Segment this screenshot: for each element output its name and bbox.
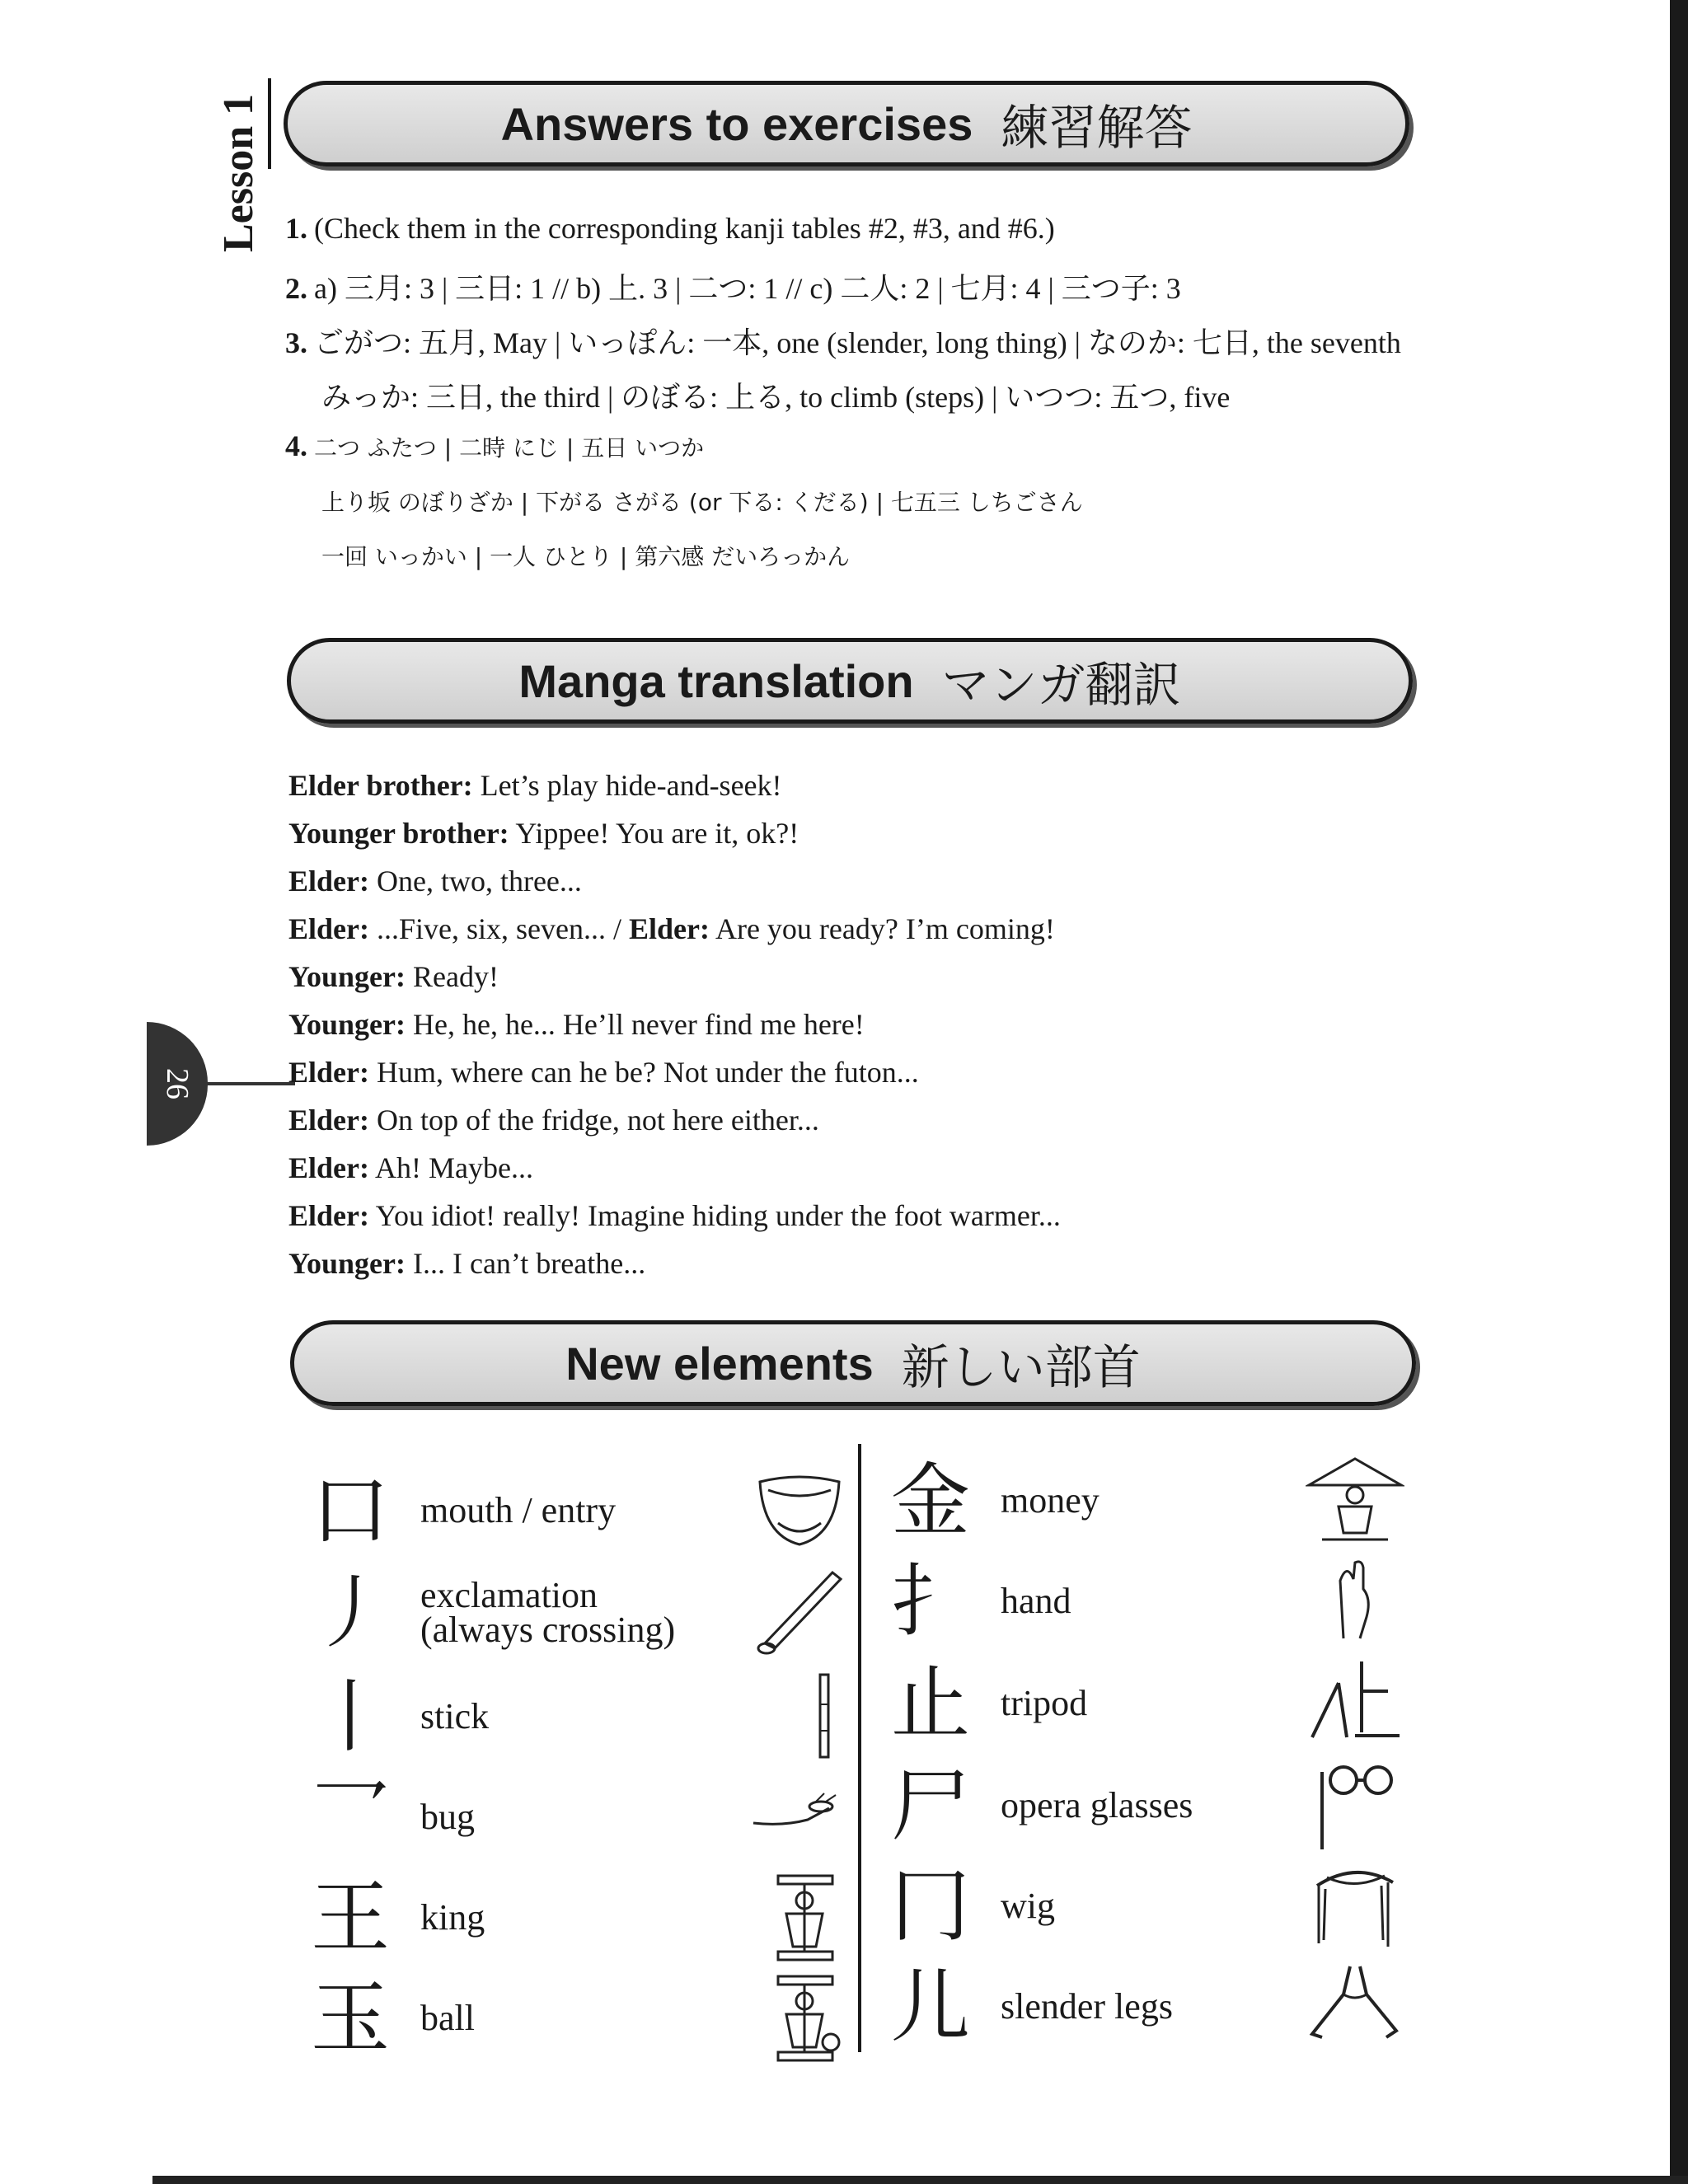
- page-number-rule: [206, 1082, 295, 1085]
- element-row-stick: [305, 1671, 865, 1762]
- elements-title-jp: 新しい部首: [901, 1339, 1141, 1395]
- answer-4-cont-2: [321, 537, 850, 572]
- element-row-tripod: [885, 1658, 1446, 1749]
- manga-banner: [287, 638, 1413, 724]
- element-meaning: tripod: [1001, 1683, 1088, 1723]
- answer-number: 4.: [285, 429, 307, 462]
- page-number: 26: [160, 1068, 195, 1099]
- ball-illustration: [750, 1973, 849, 2064]
- dialogue-speaker: Younger:: [288, 960, 406, 993]
- dialogue-text: Are you ready? I’m coming!: [715, 912, 1055, 945]
- answer-1: [285, 211, 1055, 246]
- answer-4-cont-1: [321, 483, 1083, 518]
- element-row-mouth: [305, 1465, 865, 1556]
- dialogue-speaker: Younger:: [288, 1247, 406, 1280]
- element-row-slender-legs: [885, 1961, 1446, 2052]
- dialogue-speaker: Elder:: [288, 1104, 369, 1137]
- dialogue-line: [288, 1007, 865, 1042]
- element-glyph: 口: [311, 1465, 390, 1557]
- element-meaning: wig: [1001, 1886, 1055, 1926]
- element-glyph: 乛: [311, 1771, 390, 1863]
- element-row-hand: [885, 1556, 1446, 1647]
- answer-3: [285, 320, 1401, 362]
- dialogue-line: [288, 768, 782, 803]
- page-bottom-edge: [152, 2176, 1688, 2184]
- dialogue-line: [288, 864, 582, 898]
- dialogue-speaker: Younger:: [288, 1008, 406, 1041]
- dialogue-line: [288, 1055, 919, 1090]
- dialogue-text: You idiot! really! Imagine hiding under the foot warmer...: [375, 1199, 1061, 1232]
- manga-title-jp: マンガ翻訳: [941, 657, 1181, 713]
- opera-glasses-illustration: [1306, 1760, 1404, 1851]
- dialogue-speaker: Elder:: [288, 912, 369, 945]
- tripod-illustration: [1306, 1658, 1404, 1749]
- dialogue-text: Ready!: [413, 960, 499, 993]
- dialogue-line: [288, 816, 799, 851]
- answer-text: みっか: 三日, the third | のぼる: 上る, to climb (steps) | いつつ: 五つ, five: [321, 381, 1231, 414]
- element-meaning: money: [1001, 1480, 1100, 1521]
- answers-banner: [284, 81, 1409, 166]
- dialogue-text: Let’s play hide-and-seek!: [480, 769, 782, 802]
- dialogue-speaker: Elder:: [288, 1151, 369, 1184]
- element-meaning: hand: [1001, 1581, 1071, 1621]
- element-meaning: mouth / entry: [420, 1490, 617, 1530]
- answer-text: 二つ ふたつ | 二時 にじ | 五日 いつか: [314, 434, 705, 462]
- element-glyph: 止: [891, 1657, 970, 1750]
- element-glyph: 丿: [311, 1567, 390, 1659]
- legs-illustration: [1306, 1961, 1404, 2052]
- stick-illustration: [750, 1671, 849, 1762]
- dialogue-text: I... I can’t breathe...: [413, 1247, 646, 1280]
- elements-title: New elements: [565, 1337, 874, 1390]
- element-row-wig: [885, 1861, 1446, 1952]
- elements-banner: [290, 1320, 1416, 1406]
- answer-text: ごがつ: 五月, May | いっぽん: 一本, one (slender, long thing) | なのか: 七日, the seventh: [314, 326, 1401, 359]
- element-row-king: [305, 1872, 865, 1963]
- hand-illustration: [1306, 1556, 1404, 1647]
- manga-title: Manga translation: [518, 654, 914, 707]
- dialogue-text: On top of the fridge, not here either...: [376, 1104, 819, 1137]
- element-row-bug: [305, 1772, 865, 1863]
- element-glyph: 玉: [311, 1972, 390, 2064]
- answer-text: a) 三月: 3 | 三日: 1 // b) 上. 3 | 二つ: 1 // c) 二人: 2 | 七月: 4 | 三つ子: 3: [314, 272, 1181, 305]
- answer-2: [285, 265, 1181, 307]
- element-glyph: 王: [311, 1872, 390, 1964]
- element-row-opera-glasses: [885, 1760, 1446, 1851]
- dialogue-speaker: Elder brother:: [288, 769, 473, 802]
- answer-number: 1.: [285, 212, 307, 245]
- money-illustration: [1306, 1455, 1404, 1546]
- answer-number: 2.: [285, 272, 307, 305]
- dialogue-text: Yippee! You are it, ok?!: [515, 817, 799, 850]
- dialogue-speaker: Younger brother:: [288, 817, 509, 850]
- answer-text: 上り坂 のぼりざか | 下がる さがる (or 下る: くだる) | 七五三 しちごさん: [321, 489, 1083, 516]
- dialogue-line: [288, 1151, 533, 1185]
- dialogue-line: [288, 959, 499, 994]
- dialogue-speaker: Elder:: [288, 865, 369, 898]
- answer-text: (Check them in the corresponding kanji tables #2, #3, and #6.): [314, 212, 1055, 245]
- element-glyph: 尸: [891, 1760, 970, 1852]
- lesson-tab: [210, 87, 268, 260]
- answer-number: 3.: [285, 326, 307, 359]
- dialogue-line: [288, 912, 1055, 946]
- answers-title: Answers to exercises: [500, 97, 973, 150]
- element-row-money: [885, 1455, 1446, 1546]
- page-edge: [1670, 0, 1688, 2184]
- dialogue-speaker: Elder:: [288, 1199, 369, 1232]
- element-glyph: 金: [891, 1455, 970, 1547]
- dialogue-text: Ah! Maybe...: [375, 1151, 533, 1184]
- element-glyph: 扌: [891, 1555, 970, 1647]
- answer-4: [285, 429, 704, 463]
- dialogue-text: He, he, he... He’ll never find me here!: [413, 1008, 865, 1041]
- answer-3-cont: [321, 374, 1230, 416]
- element-meaning: king: [420, 1897, 485, 1938]
- dialogue-line: [288, 1198, 1061, 1233]
- dialogue-speaker: Elder:: [288, 1056, 369, 1089]
- element-glyph: 丨: [311, 1671, 390, 1763]
- lesson-tab-bar: [268, 78, 271, 169]
- dialogue-speaker: Elder:: [628, 912, 710, 945]
- mouth-illustration: [750, 1465, 849, 1556]
- element-meaning: stick: [420, 1696, 490, 1736]
- element-meaning: bug: [420, 1797, 475, 1837]
- dialogue-line: [288, 1246, 645, 1281]
- sword-illustration: [750, 1568, 849, 1658]
- element-glyph: 儿: [891, 1961, 970, 2053]
- answers-title-jp: 練習解答: [1001, 100, 1193, 156]
- lesson-tab-label: Lesson 1: [215, 93, 262, 253]
- king-illustration: [750, 1872, 849, 1963]
- answer-text: 一回 いっかい | 一人 ひとり | 第六感 だいろっかん: [321, 543, 851, 570]
- element-meaning: ball: [420, 1998, 475, 2038]
- element-meaning: opera glasses: [1001, 1785, 1193, 1825]
- dialogue-text: Hum, where can he be? Not under the futon...: [376, 1056, 919, 1089]
- bug-illustration: [750, 1772, 849, 1863]
- element-meaning: exclamation (always crossing): [420, 1575, 676, 1650]
- wig-illustration: [1306, 1861, 1404, 1952]
- page-number-badge: [147, 1022, 208, 1146]
- element-row-exclamation: [305, 1568, 865, 1658]
- element-row-ball: [305, 1973, 865, 2064]
- element-glyph: 冂: [891, 1860, 970, 1952]
- dialogue-line: [288, 1103, 819, 1137]
- dialogue-text: One, two, three...: [376, 865, 582, 898]
- dialogue-text: ...Five, six, seven... /: [376, 912, 621, 945]
- element-meaning: slender legs: [1001, 1986, 1173, 2027]
